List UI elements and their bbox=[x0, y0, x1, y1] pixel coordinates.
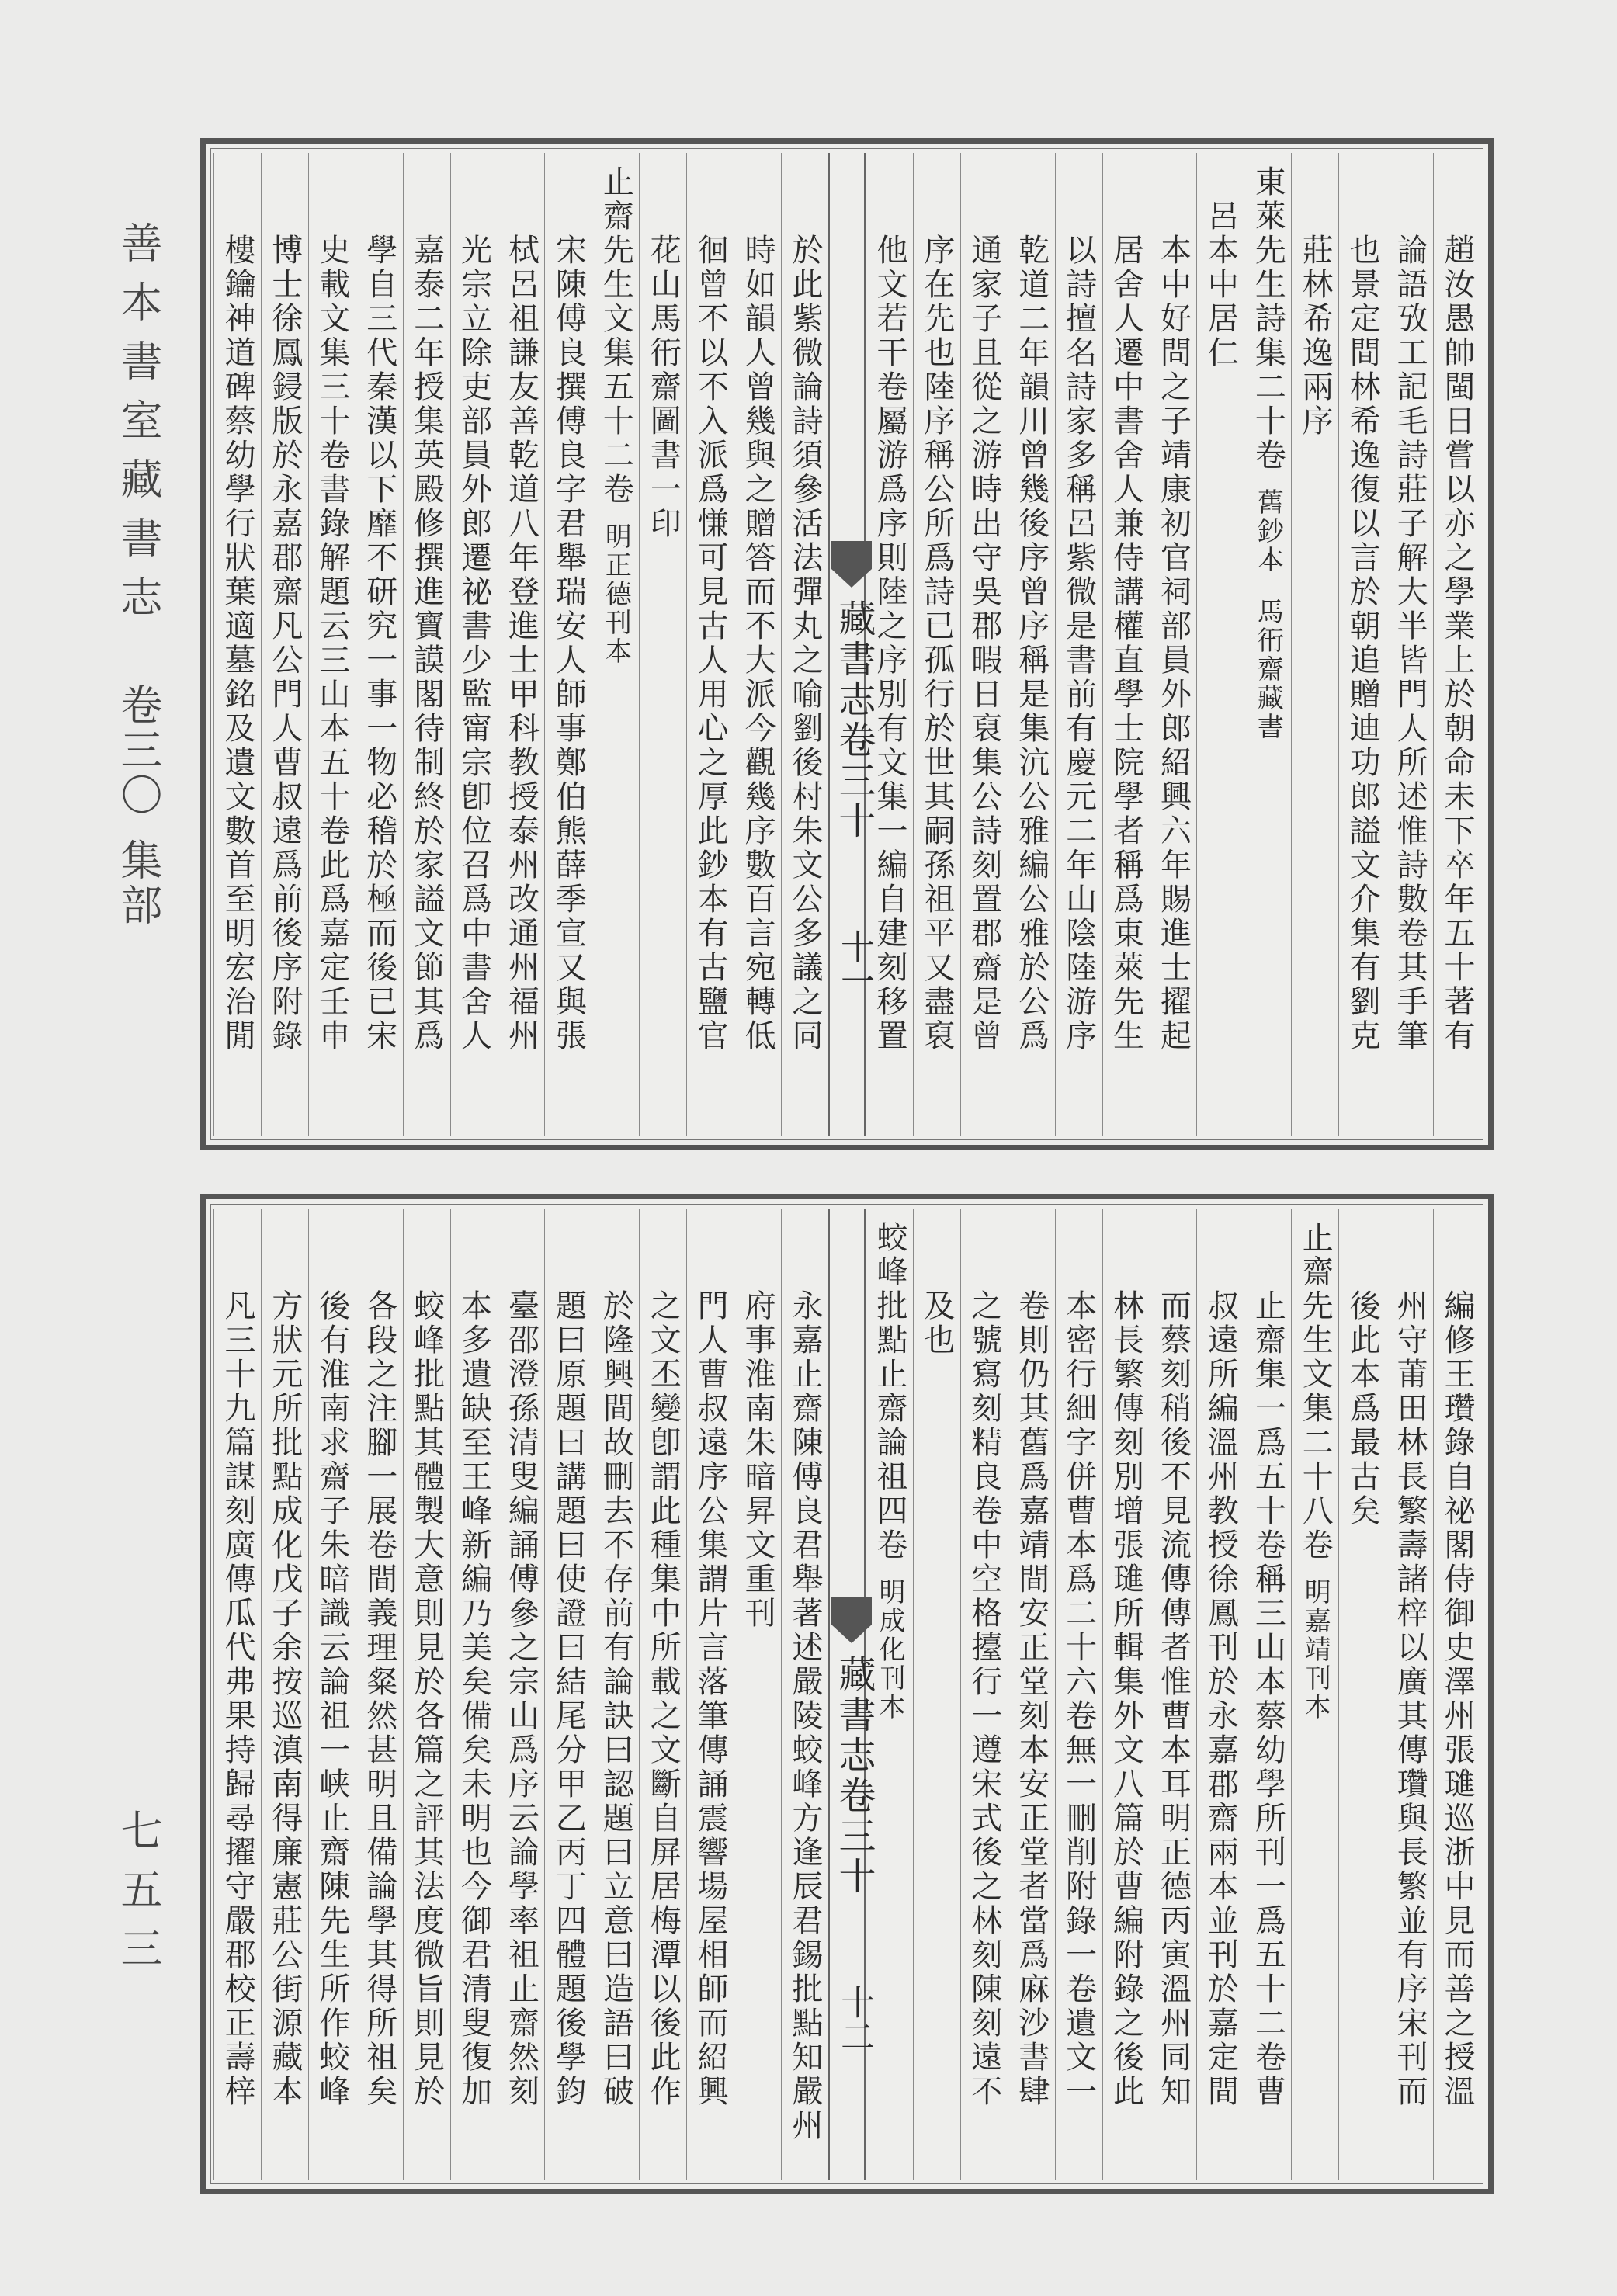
running-head-volume: 卷三〇 bbox=[114, 683, 163, 818]
text-column bbox=[403, 153, 450, 1136]
text-column bbox=[686, 1209, 734, 2180]
text-column bbox=[1102, 1209, 1150, 2180]
text-line: 樓鑰神道碑蔡幼學行狀葉適墓銘及遺文數首至明宏治閒 bbox=[219, 234, 255, 1053]
fold-title: 藏書志卷三十 bbox=[832, 599, 876, 841]
text-column bbox=[1150, 153, 1197, 1136]
text-line: 史載文集三十卷書錄解題云三山本五十卷此爲嘉定壬申 bbox=[314, 234, 350, 1053]
text-line: 本中好問之子靖康初官祠部員外郎紹興六年賜進士擢起 bbox=[1155, 234, 1192, 1053]
fold-center bbox=[828, 1209, 876, 2180]
text-column bbox=[592, 1209, 639, 2180]
entry-title: 止齋先生文集五十二卷 bbox=[598, 165, 634, 507]
provenance-note: 馬衎齋藏書 bbox=[1252, 598, 1284, 741]
entry-title: 東萊先生詩集二十卷 bbox=[1250, 165, 1286, 473]
text-column bbox=[1008, 153, 1055, 1136]
text-line: 編修王瓚錄自祕閣侍御史澤州張璡巡浙中見而善之授溫 bbox=[1439, 1289, 1475, 2109]
text-line: 後有淮南求齋子朱暗識云論祖一峡止齋陳先生所作蛟峰 bbox=[314, 1289, 350, 2109]
text-line: 叔遠所編溫州教授徐鳳刊於永嘉郡齋兩本並刊於嘉定間 bbox=[1202, 1289, 1239, 2109]
edition-note: 明正德刊本 bbox=[600, 522, 632, 666]
text-column bbox=[913, 1209, 960, 2180]
text-column bbox=[261, 153, 308, 1136]
page-number: 七五三 bbox=[114, 1809, 163, 1986]
text-line: 居舍人遷中書舍人兼侍講權直學士院學者稱爲東萊先生 bbox=[1108, 234, 1144, 1053]
text-column bbox=[498, 1209, 545, 2180]
text-column bbox=[960, 153, 1008, 1136]
text-line: 蛟峰批點其體製大意則見於各篇之評其法度微旨則見於 bbox=[408, 1289, 445, 2109]
text-column bbox=[734, 153, 781, 1136]
text-column bbox=[544, 1209, 592, 2180]
text-line: 以詩擅名詩家多稱呂紫微是書前有慶元二年山陰陸游序 bbox=[1060, 234, 1097, 1053]
text-column bbox=[1055, 153, 1102, 1136]
text-column bbox=[639, 1209, 686, 2180]
text-column bbox=[356, 153, 403, 1136]
lower-left-half bbox=[213, 1209, 828, 2180]
lower-leaf-frame bbox=[200, 1194, 1494, 2194]
text-line: 凡三十九篇謀刻廣傳瓜代弗果持歸尋擢守嚴郡校正壽梓 bbox=[219, 1289, 255, 2109]
text-line: 嘉泰二年授集英殿修撰進寶謨閣待制終於家謚文節其爲 bbox=[408, 234, 445, 1053]
text-column bbox=[1150, 1209, 1197, 2180]
text-column bbox=[1196, 1209, 1244, 2180]
text-line: 乾道二年韻川曾幾後序曾序稱是集沆公雅編公雅於公爲 bbox=[1013, 234, 1050, 1053]
running-head-book-title: 善本書室藏書志 bbox=[114, 221, 163, 634]
text-line: 題曰原題曰講題曰使證曰結尾分甲乙丙丁四體題後學鈞 bbox=[550, 1289, 587, 2109]
text-line: 而蔡刻稍後不見流傳傳者惟曹本耳明正德丙寅溫州同知 bbox=[1155, 1289, 1192, 2109]
text-line: 也景定間林希逸復以言於朝追贈迪功郎謚文介集有劉克 bbox=[1345, 234, 1381, 1053]
upper-left-half bbox=[213, 153, 828, 1136]
text-line: 府事淮南朱暗昇文重刊 bbox=[740, 1289, 776, 1631]
text-line: 永嘉止齋陳傅良君舉著述嚴陵蛟峰方逢辰君錫批點知嚴州 bbox=[787, 1289, 823, 2143]
text-line: 學自三代秦漢以下靡不研究一事一物必稽於極而後已宋 bbox=[361, 234, 397, 1053]
leaf-number: 十一 bbox=[835, 929, 874, 997]
text-line: 州守莆田林長繁壽諸梓以廣其傳瓚與長繁並有序宋刊而 bbox=[1392, 1289, 1428, 2109]
upper-leaf-frame bbox=[200, 138, 1494, 1150]
text-column bbox=[1244, 1209, 1291, 2180]
text-column bbox=[498, 153, 545, 1136]
text-line: 論語攷工記毛詩莊子解大半皆門人所述惟詩數卷其手筆 bbox=[1392, 234, 1428, 1053]
text-column bbox=[213, 1209, 261, 2180]
text-column bbox=[960, 1209, 1008, 2180]
text-column bbox=[639, 153, 686, 1136]
text-line: 各段之注腳一展卷間義理粲然甚明且備論學其得所祖矣 bbox=[361, 1289, 397, 2109]
text-column bbox=[781, 1209, 828, 2180]
text-line: 卷則仍其舊爲嘉靖間安正堂刻本安正堂者當爲麻沙書肆 bbox=[1013, 1289, 1050, 2109]
edition-note: 明嘉靖刊本 bbox=[1299, 1578, 1331, 1722]
text-line: 博士徐鳳鋟版於永嘉郡齋凡公門人曹叔遠爲前後序附錄 bbox=[266, 234, 303, 1053]
entry-title: 止齋先生文集二十八卷 bbox=[1297, 1221, 1334, 1562]
text-column bbox=[356, 1209, 403, 2180]
text-column bbox=[213, 153, 261, 1136]
text-column bbox=[544, 153, 592, 1136]
entry-title-column bbox=[592, 153, 639, 1136]
text-column bbox=[403, 1209, 450, 2180]
text-line: 他文若干卷屬游爲序則陸之序別有文集一編自建刻移置 bbox=[871, 234, 907, 1053]
text-line: 止齋集一爲五十卷稱三山本蔡幼學所刊一爲五十二卷曹 bbox=[1250, 1289, 1286, 2109]
entry-title: 蛟峰批點止齋論祖四卷 bbox=[871, 1221, 907, 1562]
text-line: 時如韻人曾幾與之贈答而不大派今觀幾序數百言宛轉低 bbox=[740, 234, 776, 1053]
text-line: 通家子且從之游時出守吳郡暇日裒集公詩刻置郡齋是曾 bbox=[966, 234, 1002, 1053]
text-column bbox=[781, 153, 828, 1136]
fold-title: 藏書志卷三十 bbox=[832, 1655, 876, 1897]
text-column bbox=[734, 1209, 781, 2180]
upper-right-half bbox=[866, 153, 1480, 1136]
text-line: 宋陳傅良撰傅良字君舉瑞安人師事鄭伯熊薛季宣又與張 bbox=[550, 234, 587, 1053]
text-line: 之文丕變卽謂此種集中所載之文斷自屏居梅潭以後此作 bbox=[645, 1289, 682, 2109]
text-column bbox=[1008, 1209, 1055, 2180]
leaf-number: 十二 bbox=[835, 1985, 874, 2053]
text-line: 徊曾不以不入派爲慊可見古人用心之厚此鈔本有古鹽官 bbox=[692, 234, 729, 1053]
text-column bbox=[1433, 153, 1480, 1136]
text-column bbox=[1102, 153, 1150, 1136]
text-column bbox=[1338, 153, 1386, 1136]
text-line: 於此紫微論詩須參活法彈丸之喻劉後村朱文公多議之同 bbox=[787, 234, 823, 1053]
text-line: 光宗立除吏部員外郎遷祕書少監甯宗卽位召爲中書舍人 bbox=[456, 234, 492, 1053]
text-line: 臺邵澄孫清叟編誦傅參之宗山爲序云論學率祖止齋然刻 bbox=[503, 1289, 540, 2109]
text-line: 呂本中居仁 bbox=[1202, 199, 1239, 370]
text-line: 於隆興間故刪去不存前有論訣曰認題曰立意曰造語曰破 bbox=[598, 1289, 634, 2109]
text-line: 本密行細字併曹本爲二十六卷無一刪削附錄一卷遺文一 bbox=[1060, 1289, 1097, 2109]
text-column bbox=[450, 153, 498, 1136]
edition-note: 明成化刊本 bbox=[873, 1578, 905, 1722]
text-column bbox=[913, 153, 960, 1136]
entry-title-column bbox=[1244, 153, 1291, 1136]
text-column bbox=[308, 1209, 356, 2180]
text-line: 本多遺缺至王峰新編乃美矣備矣未明也今御君清叟復加 bbox=[456, 1289, 492, 2109]
text-column bbox=[1291, 153, 1338, 1136]
text-line: 林長繁傳刻別增張璡所輯集外文八篇於曹編附錄之後此 bbox=[1108, 1289, 1144, 2109]
text-line: 門人曹叔遠序公集謂片言落筆傳誦震響場屋相師而紹興 bbox=[692, 1289, 729, 2109]
text-line: 後此本爲最古矣 bbox=[1345, 1289, 1381, 1528]
text-line: 趙汝愚帥閩日嘗以亦之學業上於朝命未下卒年五十著有 bbox=[1439, 234, 1475, 1053]
text-column bbox=[450, 1209, 498, 2180]
text-column bbox=[686, 153, 734, 1136]
text-column bbox=[1386, 153, 1433, 1136]
text-line: 序在先也陸序稱公所爲詩已孤行於世其嗣孫祖平又盡裒 bbox=[918, 234, 955, 1053]
running-head-section: 集部 bbox=[114, 838, 163, 928]
text-column bbox=[1386, 1209, 1433, 2180]
text-column bbox=[1055, 1209, 1102, 2180]
text-line: 及也 bbox=[918, 1289, 955, 1358]
entry-title-column bbox=[1291, 1209, 1338, 2180]
author-column bbox=[1196, 153, 1244, 1136]
text-column bbox=[1338, 1209, 1386, 2180]
edition-note: 舊鈔本 bbox=[1252, 488, 1284, 574]
text-line: 之號寫刻精良卷中空格擡行一遵宋式後之林刻陳刻遠不 bbox=[966, 1289, 1002, 2109]
text-column bbox=[1433, 1209, 1480, 2180]
fold-center bbox=[828, 153, 876, 1136]
text-column bbox=[261, 1209, 308, 2180]
text-line: 花山馬衎齋圖書一印 bbox=[645, 234, 682, 541]
text-line: 方狀元所批點成化戊子余按巡滇南得廉憲莊公街源藏本 bbox=[266, 1289, 303, 2109]
lower-right-half bbox=[866, 1209, 1480, 2180]
text-line: 莊林希逸兩序 bbox=[1297, 234, 1334, 439]
text-line: 栻呂祖謙友善乾道八年登進士甲科教授泰州改通州福州 bbox=[503, 234, 540, 1053]
text-column bbox=[308, 153, 356, 1136]
